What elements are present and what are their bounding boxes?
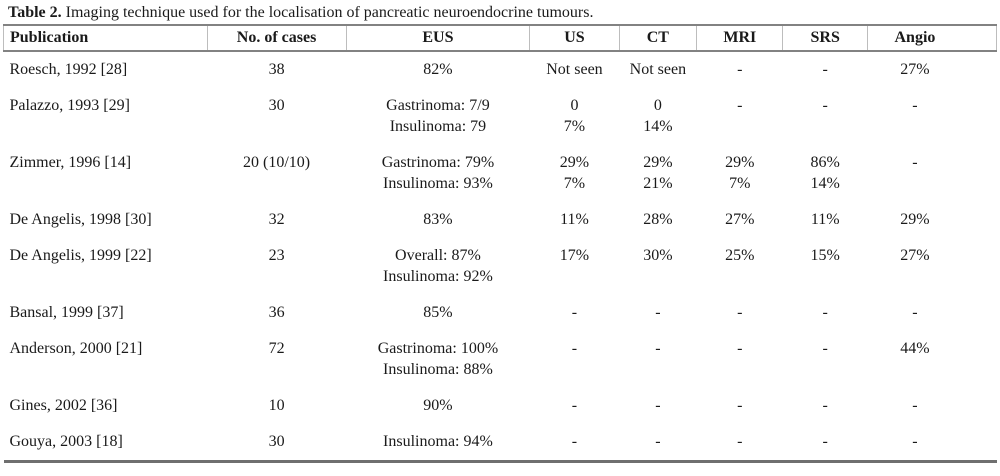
cell-angio <box>867 202 996 238</box>
cell-line: De Angelis, 1998 [30] <box>9 211 152 228</box>
cell-publication <box>4 202 208 238</box>
cell-line: - <box>912 97 918 114</box>
cell-us <box>530 51 619 88</box>
table-row <box>4 202 997 238</box>
cell-mri <box>697 145 783 202</box>
cell-line: 30 <box>268 97 285 114</box>
cell-publication <box>4 388 208 424</box>
cell-line: 30 <box>268 433 285 450</box>
cell-ct <box>619 145 696 202</box>
cell-line: - <box>822 97 828 114</box>
table-caption-text: Imaging technique used for the localisation of pancreatic neuroendocrine tumours. <box>61 4 594 21</box>
cell-line: - <box>571 433 578 450</box>
cell-ct <box>619 88 696 145</box>
cell-ct <box>619 238 696 295</box>
cell-line: 0 <box>570 97 579 114</box>
cell-line: Zimmer, 1996 [14] <box>9 154 132 171</box>
cell-line: 30% <box>643 247 673 264</box>
cell-srs <box>783 238 867 295</box>
cell-line: 90% <box>423 397 453 414</box>
table-row <box>4 388 997 424</box>
cell-line: - <box>655 397 661 414</box>
table-row <box>4 88 997 145</box>
table-row <box>4 331 997 388</box>
cell-line: 25% <box>725 247 755 264</box>
cell-publication <box>4 88 208 145</box>
cell-line: 11% <box>810 211 840 228</box>
cell-angio <box>867 145 996 202</box>
cell-publication <box>4 145 208 202</box>
cell-mri <box>697 51 783 88</box>
cell-line: 27% <box>900 247 930 264</box>
cell-line: Insulinoma: 93% <box>383 175 493 192</box>
cell-angio <box>867 388 996 424</box>
cell-mri <box>697 388 783 424</box>
cell-cases <box>207 424 346 462</box>
cell-line: 29% <box>900 211 930 228</box>
cell-line: - <box>737 61 743 78</box>
column-header-eus: EUS <box>346 25 530 51</box>
cell-line: 27% <box>725 211 755 228</box>
cell-eus <box>346 424 530 462</box>
cell-line: 20 (10/10) <box>243 154 311 171</box>
cell-srs <box>783 424 867 462</box>
cell-angio <box>867 295 996 331</box>
cell-srs <box>783 51 867 88</box>
column-header-mri: MRI <box>697 25 783 51</box>
cell-eus <box>346 145 530 202</box>
cell-srs <box>783 388 867 424</box>
cell-line: 7% <box>563 175 586 192</box>
cell-line: - <box>822 61 828 78</box>
cell-line: 86% <box>810 154 840 171</box>
cell-line: - <box>737 97 743 114</box>
cell-line: Gouya, 2003 [18] <box>9 433 123 450</box>
cell-eus <box>346 202 530 238</box>
cell-angio <box>867 331 996 388</box>
cell-line: - <box>737 340 743 357</box>
cell-cases <box>207 202 346 238</box>
cell-line: 28% <box>643 211 673 228</box>
cell-line: Insulinoma: 94% <box>383 433 493 450</box>
cell-angio <box>867 88 996 145</box>
cell-line: 29% <box>643 154 673 171</box>
cell-cases <box>207 145 346 202</box>
cell-us <box>530 424 619 462</box>
cell-line: 0 <box>653 97 662 114</box>
cell-publication <box>4 295 208 331</box>
cell-ct <box>619 295 696 331</box>
cell-line: Gastrinoma: 100% <box>377 340 499 357</box>
cell-line: 11% <box>560 211 589 228</box>
table-row <box>4 51 997 88</box>
cell-line: 7% <box>729 175 751 192</box>
cell-line: Anderson, 2000 [21] <box>9 340 143 357</box>
cell-us <box>530 388 619 424</box>
cell-line: 27% <box>900 61 930 78</box>
cell-line: 83% <box>423 211 453 228</box>
imaging-technique-table <box>3 24 997 463</box>
column-header-srs: SRS <box>783 25 867 51</box>
cell-line: - <box>912 154 918 171</box>
cell-cases <box>207 388 346 424</box>
cell-line: - <box>912 304 918 321</box>
cell-eus <box>346 388 530 424</box>
cell-publication <box>4 424 208 462</box>
cell-ct <box>619 388 696 424</box>
cell-line: Insulinoma: 88% <box>383 361 493 378</box>
cell-line: Overall: 87% <box>395 247 481 264</box>
cell-srs <box>783 331 867 388</box>
cell-eus <box>346 331 530 388</box>
cell-line: - <box>737 304 743 321</box>
cell-line: 29% <box>559 154 590 171</box>
cell-eus <box>346 295 530 331</box>
cell-publication <box>4 238 208 295</box>
cell-line: - <box>912 397 918 414</box>
cell-us <box>530 295 619 331</box>
cell-line: - <box>737 397 743 414</box>
cell-ct <box>619 331 696 388</box>
column-header-us: US <box>530 25 619 51</box>
cell-mri <box>697 331 783 388</box>
cell-line: 29% <box>725 154 755 171</box>
cell-line: Not seen <box>546 61 603 78</box>
cell-ct <box>619 202 696 238</box>
cell-line: - <box>822 304 828 321</box>
cell-publication <box>4 331 208 388</box>
table-row <box>4 145 997 202</box>
cell-line: Gastrinoma: 7/9 <box>386 97 490 114</box>
cell-cases <box>207 331 346 388</box>
cell-line: - <box>571 304 578 321</box>
cell-us <box>530 238 619 295</box>
cell-line: 7% <box>563 118 586 135</box>
table-caption <box>8 3 997 22</box>
cell-line: Insulinoma: 79 <box>389 118 487 135</box>
cell-line: De Angelis, 1999 [22] <box>9 247 152 264</box>
cell-line: Not seen <box>629 61 687 78</box>
cell-ct <box>619 424 696 462</box>
table-caption-label: Table 2. <box>8 4 62 21</box>
cell-line: 14% <box>643 118 673 135</box>
cell-line: 10 <box>268 397 285 414</box>
cell-line: - <box>737 433 743 450</box>
cell-mri <box>697 202 783 238</box>
cell-line: Bansal, 1999 [37] <box>9 304 124 321</box>
cell-line: 44% <box>900 340 930 357</box>
cell-mri <box>697 88 783 145</box>
cell-mri <box>697 424 783 462</box>
table-row <box>4 424 997 462</box>
cell-line: 32 <box>268 211 285 228</box>
cell-angio <box>867 51 996 88</box>
cell-angio <box>867 238 996 295</box>
cell-us <box>530 145 619 202</box>
cell-angio <box>867 424 996 462</box>
cell-eus <box>346 238 530 295</box>
cell-line: 36 <box>268 304 285 321</box>
column-header-angio: Angio <box>867 25 996 51</box>
cell-line: - <box>655 340 661 357</box>
cell-srs <box>783 88 867 145</box>
cell-cases <box>207 295 346 331</box>
cell-line: 85% <box>423 304 453 321</box>
cell-cases <box>207 88 346 145</box>
cell-cases <box>207 51 346 88</box>
cell-publication <box>4 51 208 88</box>
cell-line: Palazzo, 1993 [29] <box>9 97 130 114</box>
cell-line: - <box>912 433 918 450</box>
cell-mri <box>697 238 783 295</box>
column-header-publication: Publication <box>4 25 208 51</box>
cell-line: - <box>822 397 828 414</box>
cell-line: Gastrinoma: 79% <box>381 154 495 171</box>
cell-line: - <box>822 433 828 450</box>
cell-us <box>530 331 619 388</box>
cell-srs <box>783 202 867 238</box>
cell-line: Gines, 2002 [36] <box>9 397 118 414</box>
cell-line: - <box>571 397 578 414</box>
cell-us <box>530 88 619 145</box>
cell-line: 15% <box>810 247 840 264</box>
cell-eus <box>346 88 530 145</box>
table-row <box>4 295 997 331</box>
cell-us <box>530 202 619 238</box>
cell-line: 38 <box>268 61 285 78</box>
cell-line: 23 <box>268 247 285 264</box>
cell-ct <box>619 51 696 88</box>
cell-line: 14% <box>810 175 840 192</box>
cell-line: Roesch, 1992 [28] <box>9 61 128 78</box>
cell-cases <box>207 238 346 295</box>
cell-srs <box>783 295 867 331</box>
cell-line: - <box>571 340 578 357</box>
cell-line: 21% <box>643 175 673 192</box>
cell-line: 82% <box>423 61 453 78</box>
cell-line: - <box>822 340 828 357</box>
cell-mri <box>697 295 783 331</box>
cell-srs <box>783 145 867 202</box>
cell-line: Insulinoma: 92% <box>383 268 493 285</box>
cell-line: 72 <box>268 340 285 357</box>
table-row <box>4 238 997 295</box>
table-body <box>4 51 997 462</box>
cell-line: - <box>655 304 661 321</box>
table-header-row <box>4 25 997 51</box>
cell-line: 17% <box>559 247 590 264</box>
cell-eus <box>346 51 530 88</box>
cell-line: - <box>655 433 661 450</box>
column-header-ct: CT <box>619 25 696 51</box>
column-header-no-of-cases: No. of cases <box>207 25 346 51</box>
